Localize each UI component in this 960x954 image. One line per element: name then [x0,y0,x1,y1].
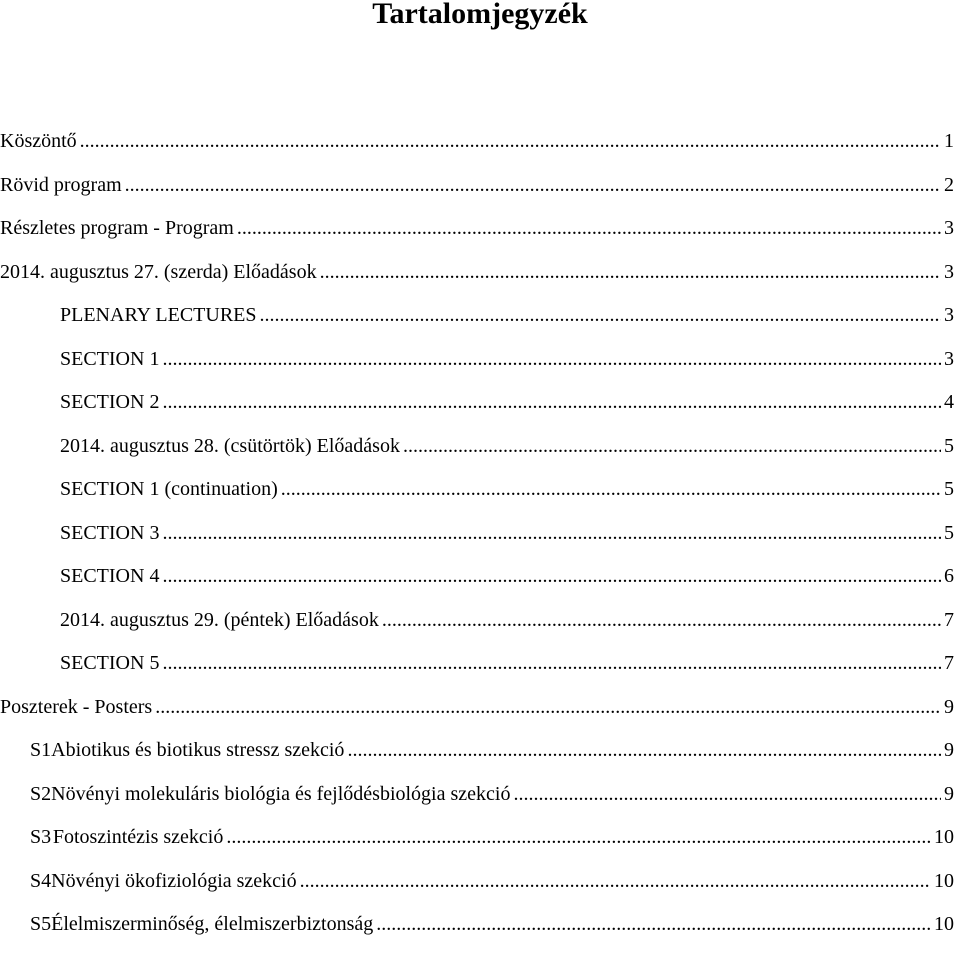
toc-entry-aug-27[interactable] [0,251,960,295]
toc-entry-s1[interactable] [0,729,960,773]
toc-entry-aug-29[interactable] [0,599,960,643]
toc-entry-page: 3 [944,260,954,283]
toc-entry-page: 6 [944,565,954,587]
toc-entry-code: S4 [30,869,52,892]
dot-leader [162,555,941,599]
toc-entry-label: SECTION 5 [60,652,160,674]
dot-leader [403,425,941,469]
dot-leader [162,381,941,425]
toc-entry-code: S5 [30,913,52,935]
toc-entry-reszletes-program[interactable] [0,207,960,251]
dot-leader [347,729,941,773]
toc-entry-label: Rövid program [0,173,122,196]
toc-entry-aug-28[interactable] [0,425,960,469]
toc-entry-poszterek[interactable] [0,686,960,730]
toc-entry-label: SECTION 3 [60,521,160,544]
dot-leader [226,816,931,860]
dot-leader [237,207,941,251]
dot-leader [376,903,931,947]
toc-entry-label: Abiotikus és biotikus stressz szekció [51,739,345,761]
toc-entry-section-5[interactable] [0,642,960,686]
toc-entry-label: Élelmiszerminőség, élelmiszerbiztonság [51,913,374,935]
toc-entry-page: 9 [944,695,954,718]
page-title: Tartalomjegyzék [372,0,588,30]
toc-entry-plenary-lectures[interactable] [0,294,960,338]
toc-entry-label: Részletes program - Program [0,217,234,239]
toc-entry-label: SECTION 1 (continuation) [60,478,278,500]
toc-entry-page: 9 [944,739,954,761]
toc-entry-label: Köszöntő [0,130,77,152]
dot-leader [125,164,941,208]
toc-entry-label: 2014. augusztus 28. (csütörtök) Előadások [60,434,400,457]
dot-leader [382,599,941,643]
toc-entry-page: 7 [944,652,954,674]
toc-entry-rovid-program[interactable] [0,164,960,208]
toc-entry-section-4[interactable] [0,555,960,599]
dot-leader [80,120,941,164]
dot-leader [162,338,941,382]
toc-entry-section-2[interactable] [0,381,960,425]
toc-entry-page: 5 [944,521,954,544]
toc-entry-label: SECTION 1 [60,347,160,370]
dot-leader [320,251,941,295]
toc-entry-label: PLENARY LECTURES [60,304,257,326]
toc-entry-page: 10 [934,913,954,935]
dot-leader [281,468,941,512]
toc-entry-label: SECTION 2 [60,391,160,413]
toc-entry-page: 10 [934,826,954,848]
toc-entry-page: 3 [944,304,954,326]
toc-entry-page: 3 [944,217,954,239]
toc-entry-koszonto[interactable] [0,120,960,164]
toc-entry-page: 5 [944,478,954,500]
dot-leader [162,642,941,686]
toc-entry-label: Növényi ökofiziológia szekció [51,869,297,892]
table-of-contents [0,120,960,947]
toc-entry-label: 2014. augusztus 29. (péntek) Előadások [60,608,379,631]
toc-entry-s4[interactable] [0,860,960,904]
dot-leader [300,860,931,904]
toc-entry-s3[interactable] [0,816,960,860]
toc-entry-page: 4 [944,391,954,413]
toc-entry-page: 2 [944,173,954,196]
dot-leader [260,294,942,338]
toc-entry-s2[interactable] [0,773,960,817]
dot-leader [513,773,941,817]
dot-leader [155,686,941,730]
toc-entry-code: S3 [30,826,52,848]
toc-entry-code: S1 [30,739,52,761]
toc-entry-section-1-continuation[interactable] [0,468,960,512]
toc-entry-code: S2 [30,782,52,805]
toc-entry-page: 9 [944,782,954,805]
toc-entry-label: Fotoszintézis szekció [52,826,224,848]
toc-entry-label: Poszterek - Posters [0,695,153,718]
toc-entry-section-1[interactable] [0,338,960,382]
toc-entry-page: 7 [944,608,954,631]
toc-entry-label: 2014. augusztus 27. (szerda) Előadások [0,260,317,283]
toc-entry-label: Növényi molekuláris biológia és fejlődésbiológia szekció [51,782,511,805]
toc-entry-label: SECTION 4 [60,565,160,587]
toc-entry-section-3[interactable] [0,512,960,556]
dot-leader [162,512,941,556]
toc-entry-page: 1 [944,130,954,152]
toc-entry-page: 5 [944,434,954,457]
toc-entry-page: 3 [944,347,954,370]
toc-entry-s5[interactable] [0,903,960,947]
toc-entry-page: 10 [934,869,954,892]
